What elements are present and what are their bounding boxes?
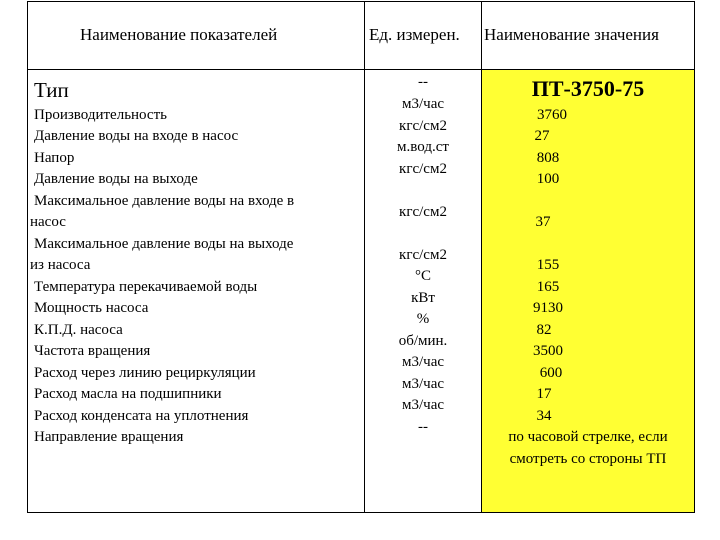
value-pump-power: 9130: [533, 300, 563, 316]
value-productivity: 3760: [537, 107, 567, 123]
value-type: ПТ-3750-75: [531, 76, 645, 101]
value-bearing-oil-flow: 17: [536, 386, 552, 402]
header-value: Наименование значения: [484, 25, 659, 44]
unit-outlet-pressure: кгс/см2: [399, 161, 447, 177]
unit-max-inlet-pressure: кгс/см2: [399, 204, 447, 220]
value-inlet-pressure: 27: [534, 128, 550, 144]
unit-head: м.вод.ст: [397, 139, 449, 155]
label-max-inlet-pressure-2: насос: [30, 214, 66, 230]
header-divider: [27, 69, 695, 70]
unit-rotation-speed: об/мин.: [398, 333, 448, 349]
unit-seal-condensate-flow: м3/час: [401, 397, 445, 413]
label-outlet-pressure: Давление воды на выходе: [34, 171, 198, 187]
unit-recirculation-flow: м3/час: [401, 354, 445, 370]
label-max-outlet-pressure-2: из насоса: [30, 257, 91, 273]
unit-inlet-pressure: кгс/см2: [399, 118, 447, 134]
unit-rotation-direction: --: [418, 419, 428, 435]
label-rotation-speed: Частота вращения: [34, 343, 151, 359]
value-max-outlet-pressure: 155: [536, 257, 560, 273]
label-bearing-oil-flow: Расход масла на подшипники: [34, 386, 222, 402]
value-efficiency: 82: [536, 322, 552, 338]
left-border: [27, 1, 28, 513]
label-type: Тип: [34, 78, 69, 102]
top-border: [27, 1, 695, 2]
label-pump-power: Мощность насоса: [34, 300, 149, 316]
value-water-temperature: 165: [536, 279, 560, 295]
value-recirculation-flow: 600: [539, 365, 563, 381]
label-productivity: Производительность: [34, 107, 167, 123]
value-rotation-direction-1: по часовой стрелке, если: [508, 429, 668, 445]
value-outlet-pressure: 100: [536, 171, 560, 187]
value-head: 808: [536, 150, 560, 166]
unit-efficiency: %: [416, 311, 430, 327]
unit-pump-power: кВт: [411, 290, 435, 306]
label-water-temperature: Температура перекачиваемой воды: [34, 279, 258, 295]
value-max-inlet-pressure: 37: [535, 214, 551, 230]
label-head: Напор: [34, 150, 75, 166]
unit-productivity: м3/час: [401, 96, 445, 112]
label-seal-condensate-flow: Расход конденсата на уплотнения: [34, 408, 249, 424]
bottom-border: [27, 512, 695, 513]
value-rotation-speed: 3500: [533, 343, 563, 359]
label-rotation-direction: Направление вращения: [34, 429, 184, 445]
right-border: [694, 1, 695, 513]
label-max-inlet-pressure-1: Максимальное давление воды на входе в: [34, 193, 295, 209]
unit-bearing-oil-flow: м3/час: [401, 376, 445, 392]
value-rotation-direction-2: смотреть со стороны ТП: [509, 451, 667, 467]
unit-water-temperature: °С: [414, 268, 431, 284]
unit-type: --: [418, 74, 428, 90]
label-efficiency: К.П.Д. насоса: [34, 322, 123, 338]
header-name: Наименование показателей: [80, 25, 278, 44]
value-seal-condensate-flow: 34: [536, 408, 552, 424]
label-max-outlet-pressure-1: Максимальное давление воды на выходе: [34, 236, 294, 252]
label-recirculation-flow: Расход через линию рециркуляции: [34, 365, 256, 381]
label-inlet-pressure: Давление воды на входе в насос: [34, 128, 239, 144]
header-unit: Ед. измерен.: [369, 25, 460, 44]
unit-max-outlet-pressure: кгс/см2: [399, 247, 447, 263]
